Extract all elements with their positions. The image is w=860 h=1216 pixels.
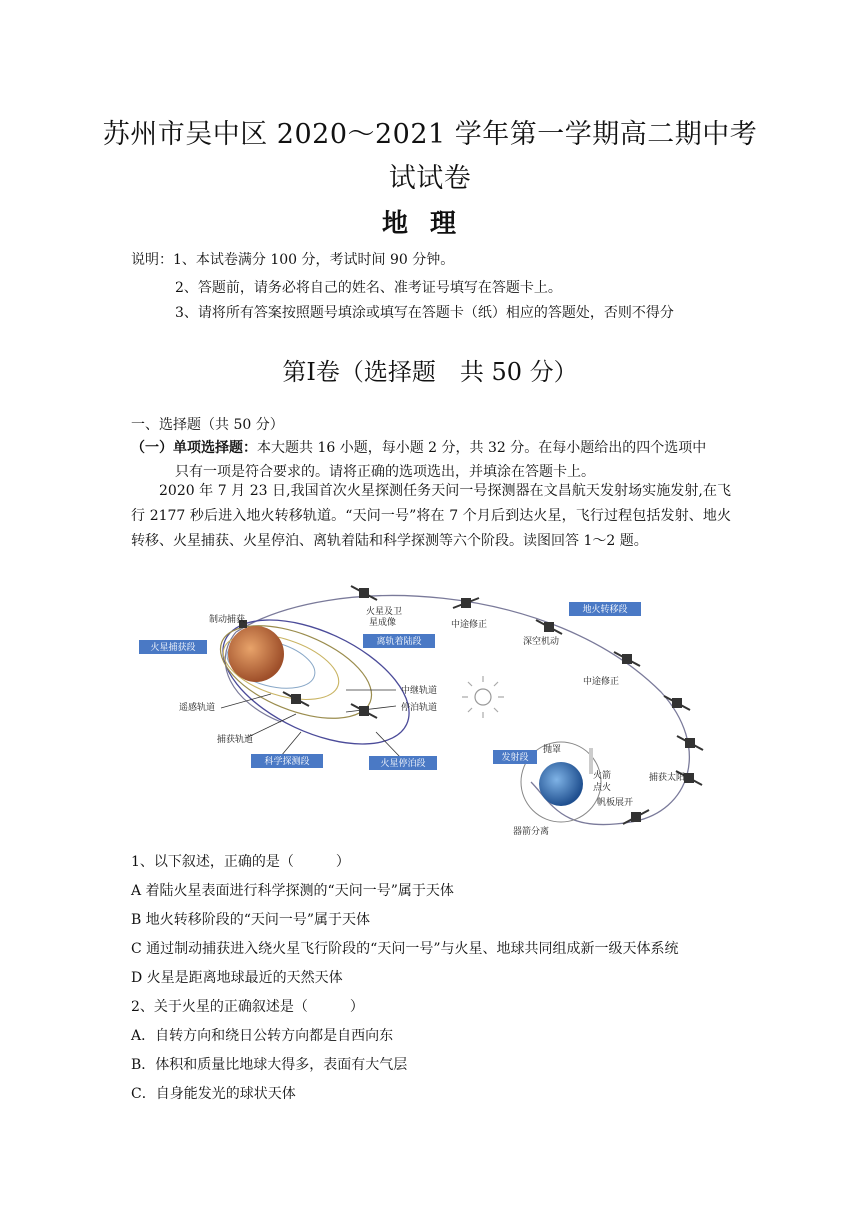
subsection-line2: 只有一项是符合要求的。请将正确的选项选出，并填涂在答题卡上。: [175, 464, 595, 480]
sun-icon: [462, 676, 504, 718]
mission-diagram: [131, 572, 721, 840]
label-fairing: 抛罩: [543, 745, 562, 755]
stage-label-launch: 发射段: [501, 753, 529, 763]
spacecraft-icon: [614, 652, 640, 666]
label-midcourse-2: 中途修正: [583, 677, 620, 687]
label-capture-orbit: 捕获轨道: [217, 735, 254, 745]
question-2-option-c: C．自身能发光的球状天体: [131, 1086, 296, 1102]
part-heading: 一、选择题（共 50 分）: [131, 417, 284, 433]
exam-title-line1: 苏州市吴中区 2020～2021 学年第一学期高二期中考: [102, 119, 758, 150]
label-relay-orbit: 中继轨道: [401, 686, 438, 696]
question-1-option-c: C 通过制动捕获进入绕火星飞行阶段的“天问一号”与火星、地球共同组成新一级天体系统: [131, 941, 679, 957]
stage-label-deorbit: 离轨着陆段: [376, 637, 422, 647]
label-ignite-line1: 火箭: [593, 771, 612, 781]
question-2: 2、关于火星的正确叙述是（ ）: [131, 999, 364, 1015]
question-1-option-d: D 火星是距离地球最近的天然天体: [131, 970, 343, 986]
label-parking-orbit: 停泊轨道: [401, 703, 438, 713]
label-imaging-line1: 火星及卫: [366, 607, 403, 617]
instruction-1: 说明：1、本试卷满分 100 分，考试时间 90 分钟。: [131, 252, 455, 268]
label-imaging-line2: 星成像: [369, 618, 397, 628]
label-separation: 器箭分离: [513, 827, 550, 837]
spacecraft-icon: [677, 736, 703, 750]
question-1: 1、以下叙述，正确的是（ ）: [131, 854, 350, 870]
question-1-option-b: B 地火转移阶段的“天问一号”属于天体: [131, 912, 371, 928]
question-2-option-a: A．自转方向和绕日公转方向都是自西向东: [131, 1028, 394, 1044]
subsection-line1: [131, 437, 706, 457]
mars-planet: [228, 626, 284, 682]
label-capture-sun: 捕获太阳: [649, 773, 686, 783]
stage-label-transfer: 地火转移段: [582, 605, 628, 615]
earth-planet: [539, 762, 583, 806]
reading-passage: 2020 年 7 月 23 日,我国首次火星探测任务天问一号探测器在文昌航天发射场实施发射,在飞行 2177 秒后进入地火转移轨道。“天问一号”将在 7 个月后到达火星，飞行过程包括发射、地火转移、火星捕获、火星停泊、离轨着陆和科学探测等六个阶段。读图回答 1～2 题。: [131, 483, 731, 549]
stage-label-mars-capture: 火星捕获段: [150, 643, 196, 653]
instruction-3: 3、请将所有答案按照题号填涂或填写在答题卡（纸）相应的答题处，否则不得分: [175, 305, 674, 321]
label-pointers: [221, 690, 401, 758]
subsection-text1: 本大题共 16 小题，每小题 2 分，共 32 分。在每小题给出的四个选项中: [257, 440, 707, 456]
label-midcourse-1: 中途修正: [451, 620, 488, 630]
mission-diagram-svg: [131, 572, 721, 840]
stage-label-science: 科学探测段: [264, 757, 310, 767]
subsection-label: （一）单项选择题：: [131, 440, 257, 456]
section-title: 第Ⅰ卷（选择题 共 50 分）: [282, 358, 578, 386]
spacecraft-icon: [623, 810, 649, 824]
question-1-option-a: A 着陆火星表面进行科学探测的“天问一号”属于天体: [131, 883, 454, 899]
label-brake-capture: 制动捕获: [209, 615, 246, 625]
label-deep-space: 深空机动: [523, 637, 560, 647]
exam-title-line2: 试试卷: [388, 163, 472, 194]
spacecraft-icon: [351, 586, 377, 600]
spacecraft-icon: [664, 696, 690, 710]
subject-title: 地理: [381, 209, 478, 239]
label-panel-deploy: 帆板展开: [597, 798, 634, 808]
stage-label-parking: 火星停泊段: [380, 759, 426, 769]
label-ignite-line2: 点火: [593, 783, 612, 793]
label-remote-orbit: 遥感轨道: [179, 703, 216, 713]
question-2-option-b: B．体积和质量比地球大得多，表面有大气层: [131, 1057, 408, 1073]
instruction-2: 2、答题前，请务必将自己的姓名、准考证号填写在答题卡上。: [175, 280, 562, 296]
